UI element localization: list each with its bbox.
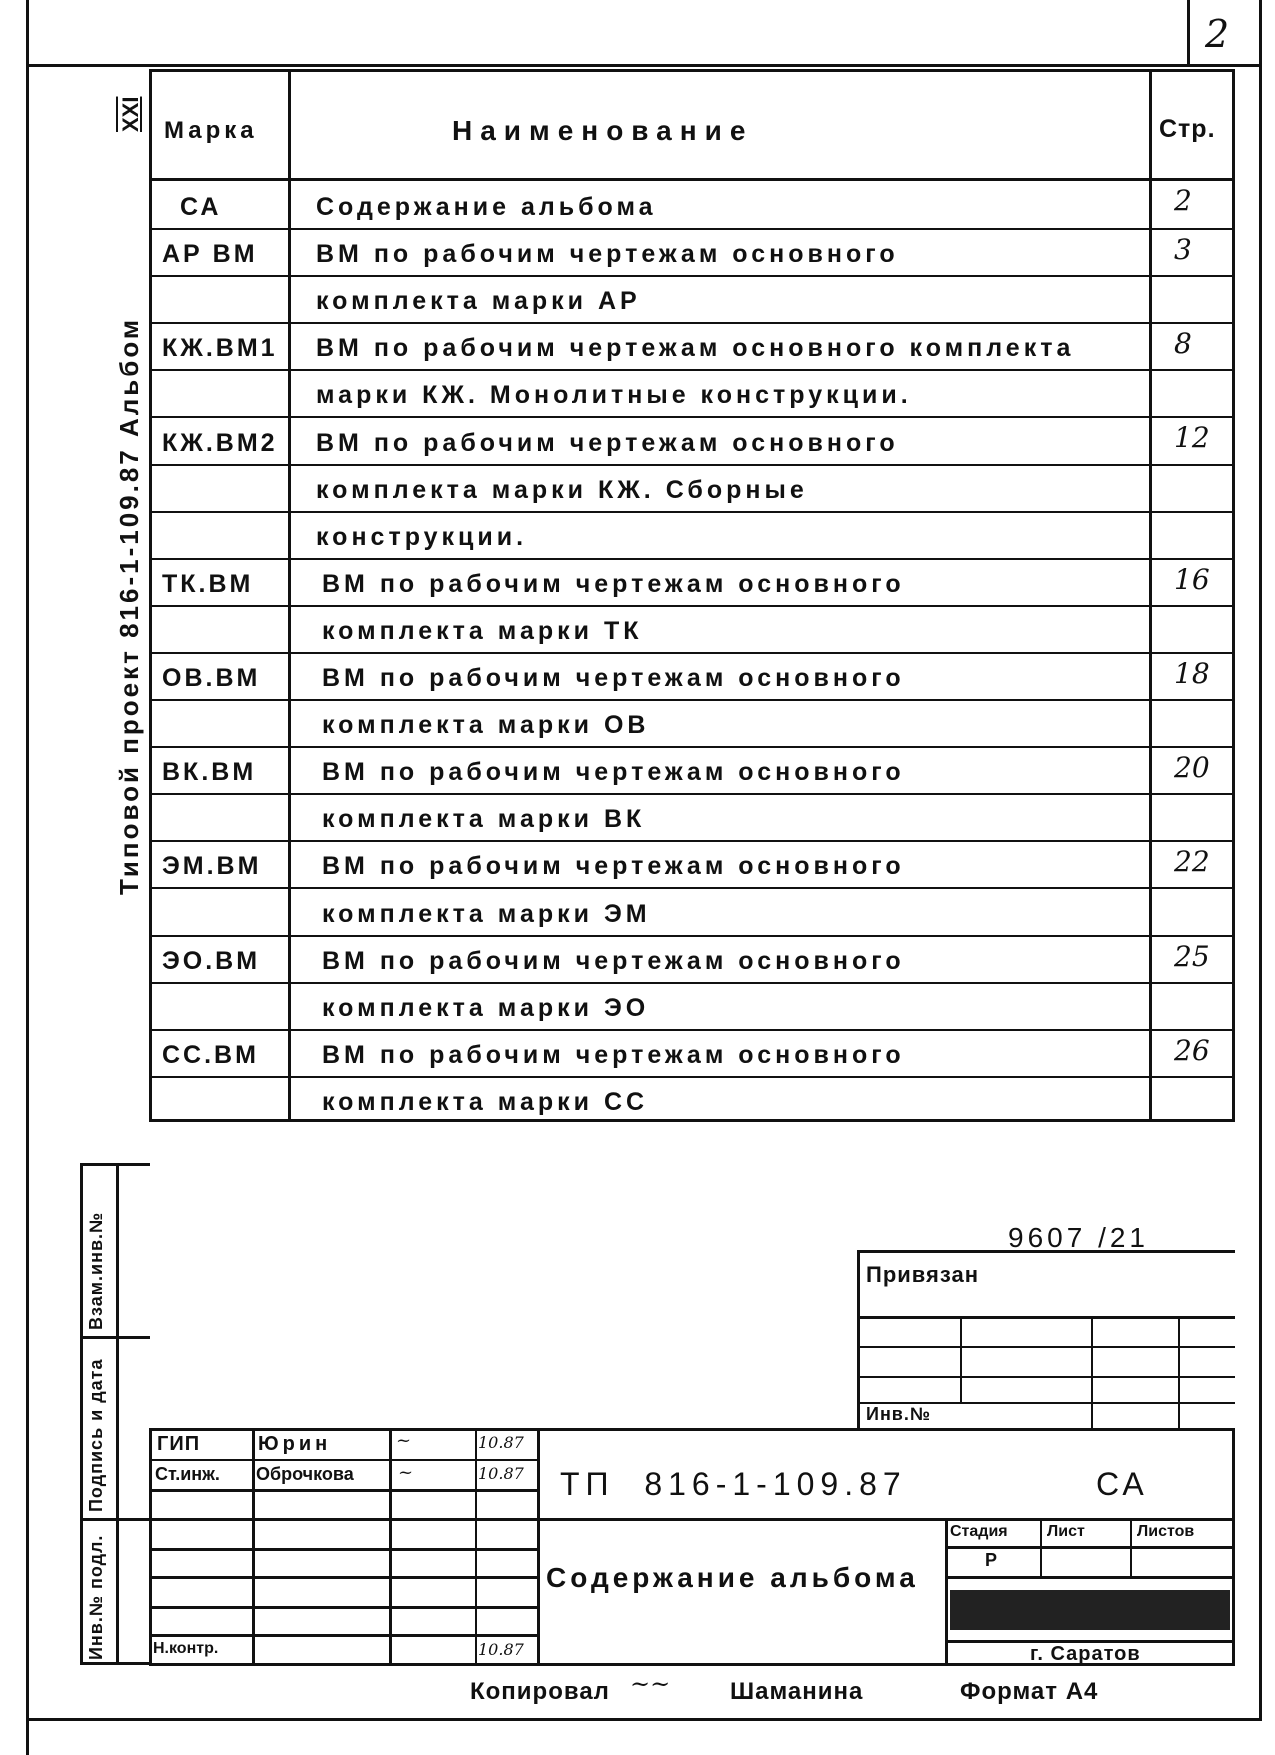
binding-inv-label: Инв.№	[866, 1404, 931, 1424]
tb-row-5	[149, 1576, 537, 1579]
row-mark: ОВ.ВМ	[162, 664, 261, 692]
signature-st-eng: ~	[398, 1462, 414, 1483]
row-divider	[149, 464, 1235, 466]
tb-right-col	[945, 1518, 948, 1666]
designation: ТП 816-1-109.87	[560, 1466, 907, 1502]
date-st-eng: 10.87	[478, 1464, 524, 1483]
copied-label: Копировал	[470, 1678, 610, 1705]
tb-row-7	[149, 1634, 537, 1637]
order-number: 9607 /21	[1008, 1222, 1149, 1253]
role-st-eng: Ст.инж.	[155, 1464, 220, 1484]
header-name: Наименование	[452, 115, 754, 146]
stage-label: Стадия	[950, 1523, 1008, 1540]
copier-signature: ~~	[630, 1670, 671, 1698]
row-name-line: Содержание альбома	[316, 193, 657, 221]
margin-sign-date: Подпись и дата	[86, 1358, 106, 1512]
role-gip: ГИП	[157, 1433, 201, 1455]
header-divider	[149, 178, 1235, 181]
page-box-left	[1187, 0, 1190, 66]
row-divider	[149, 699, 1235, 701]
sheet-label: Лист	[1047, 1523, 1085, 1540]
row-name-line: ВМ по рабочим чертежам основного	[322, 852, 905, 881]
row-page: 26	[1174, 1033, 1210, 1067]
row-name-line: ВМ по рабочим чертежам основного	[322, 758, 905, 787]
tb-right-row-2	[945, 1576, 1235, 1579]
row-divider	[149, 228, 1235, 230]
tb-col-2	[389, 1428, 392, 1666]
row-mark: КЖ.ВМ2	[162, 428, 278, 457]
tb-row-1	[149, 1459, 537, 1461]
row-divider	[149, 652, 1235, 654]
copied-name: Шаманина	[730, 1678, 864, 1705]
row-divider	[149, 322, 1235, 324]
tb-row-4	[149, 1548, 537, 1551]
row-name-line: ВМ по рабочим чертежам основного	[322, 569, 905, 598]
name-gip: Юрин	[258, 1433, 332, 1455]
sheet-title: Содержание альбома	[546, 1562, 919, 1593]
album-roman: XXI	[118, 96, 143, 132]
binding-col-3	[1178, 1316, 1180, 1428]
format-label: Формат А4	[960, 1678, 1099, 1705]
binding-col-2	[1091, 1316, 1093, 1428]
organization-stamp	[950, 1590, 1230, 1630]
row-name-line: комплекта марки КЖ. Сборные	[316, 475, 808, 504]
margin-strip-divider	[116, 1163, 119, 1665]
margin-strip-row-2	[80, 1518, 150, 1521]
row-divider	[149, 605, 1235, 607]
row-divider	[149, 511, 1235, 513]
binding-col-1	[960, 1316, 962, 1402]
row-name-line: ВМ по рабочим чертежам основного	[322, 946, 905, 975]
row-mark: ЭО.ВМ	[162, 946, 261, 975]
tb-col-3	[475, 1428, 477, 1666]
row-name-line: комплекта марки ОВ	[322, 711, 650, 740]
frame-left	[26, 0, 29, 1755]
tb-right-div-2	[1130, 1518, 1132, 1576]
row-divider	[149, 982, 1235, 984]
header-page: Стр.	[1159, 115, 1216, 143]
row-name-line: комплекта марки СС	[322, 1087, 649, 1116]
row-mark: СА	[180, 193, 222, 221]
row-name-line: комплекта марки ЭО	[322, 993, 650, 1022]
row-name-line: комплекта марки ЭМ	[322, 899, 651, 928]
row-page: 22	[1174, 845, 1210, 879]
frame-top	[26, 64, 1262, 67]
col-divider-page	[1149, 69, 1152, 1122]
row-page: 3	[1174, 233, 1192, 266]
tb-col-4	[537, 1428, 540, 1666]
binding-title: Привязан	[866, 1262, 980, 1287]
stage-value: Р	[985, 1550, 999, 1570]
row-mark: СС.ВМ	[162, 1040, 259, 1069]
row-divider	[149, 275, 1235, 277]
row-mark: ВК.ВМ	[162, 758, 257, 787]
row-divider	[149, 369, 1235, 371]
tb-row-6	[149, 1606, 537, 1609]
row-page: 12	[1174, 421, 1210, 455]
row-page: 18	[1174, 656, 1210, 690]
tb-right-row-1	[945, 1546, 1235, 1549]
margin-inv-orig: Инв.№ подл.	[86, 1534, 106, 1660]
row-name-line: комплекта марки ВК	[322, 805, 646, 834]
row-name-line: ВМ по рабочим чертежам основного	[316, 428, 899, 457]
city: г. Саратов	[1030, 1643, 1141, 1665]
row-mark: АР ВМ	[162, 240, 258, 269]
margin-strip-row-1	[80, 1336, 150, 1339]
row-divider	[149, 793, 1235, 795]
row-name-line: комплекта марки ТК	[322, 616, 643, 645]
row-divider	[149, 887, 1235, 889]
row-name-line: ВМ по рабочим чертежам основного	[322, 1040, 905, 1069]
sheets-label: Листов	[1137, 1523, 1195, 1540]
header-mark: Марка	[164, 117, 258, 144]
row-divider	[149, 840, 1235, 842]
tb-col-1	[252, 1428, 255, 1666]
name-st-eng: Оброчкова	[256, 1464, 354, 1484]
row-page: 25	[1174, 939, 1210, 973]
page-number: 2	[1205, 12, 1230, 56]
row-mark: ТК.ВМ	[162, 569, 254, 598]
row-name-line: конструкции.	[316, 522, 528, 551]
tb-right-div-1	[1040, 1518, 1042, 1576]
frame-right	[1259, 0, 1262, 1720]
frame-bottom	[26, 1718, 1262, 1721]
row-mark: ЭМ.ВМ	[162, 852, 262, 881]
col-divider-mark	[288, 69, 291, 1122]
row-divider	[149, 935, 1235, 937]
document-code: СА	[1096, 1466, 1148, 1502]
tb-row-2	[149, 1489, 537, 1492]
row-page: 16	[1174, 562, 1210, 596]
side-project-label: Типовой проект 816-1-109.87 Альбом	[114, 316, 144, 895]
row-page: 8	[1174, 327, 1192, 361]
row-divider	[149, 1029, 1235, 1031]
row-name-line: ВМ по рабочим чертежам основного	[316, 240, 899, 269]
row-name-line: ВМ по рабочим чертежам основного	[322, 664, 905, 692]
row-mark: КЖ.ВМ1	[162, 334, 278, 363]
date-n-contr: 10.87	[478, 1640, 524, 1659]
row-page: 2	[1174, 184, 1192, 217]
tb-row-3	[149, 1518, 1235, 1521]
row-name-line: ВМ по рабочим чертежам основного комплекта	[316, 334, 1075, 363]
row-divider	[149, 1076, 1235, 1078]
row-name-line: комплекта марки АР	[316, 287, 641, 316]
margin-replace-inv: Взам.инв.№	[86, 1211, 106, 1330]
row-name-line: марки КЖ. Монолитные конструкции.	[316, 381, 912, 410]
row-divider	[149, 558, 1235, 560]
row-divider	[149, 746, 1235, 748]
date-gip: 10.87	[478, 1433, 524, 1452]
role-n-contr: Н.контр.	[153, 1640, 219, 1657]
row-divider	[149, 416, 1235, 418]
signature-gip: ~	[396, 1430, 412, 1451]
row-page: 20	[1174, 751, 1210, 785]
